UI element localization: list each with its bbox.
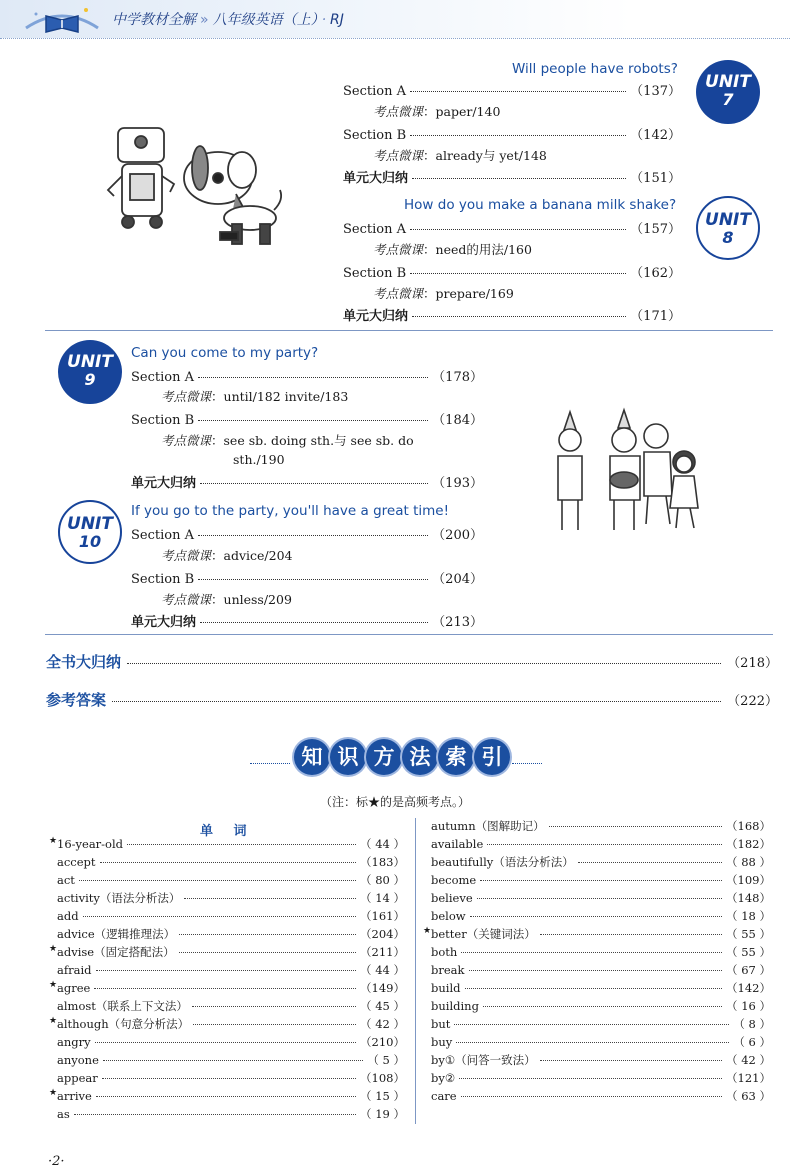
leader-dots — [412, 316, 626, 317]
answer-key-row[interactable] — [46, 689, 778, 710]
index-page: （ 55 ） — [726, 945, 771, 959]
index-entry[interactable] — [57, 854, 405, 872]
robot-dog-icon — [184, 146, 281, 244]
toc-page: （137） — [630, 84, 681, 99]
book-logo-icon — [22, 2, 102, 36]
leader-dots — [179, 952, 356, 953]
index-word: appear — [57, 1071, 98, 1085]
index-word: beautifully（语法分析法） — [431, 855, 574, 869]
index-page: （ 19 ） — [360, 1107, 405, 1121]
cake-icon — [610, 472, 638, 488]
index-page: （ 55 ） — [726, 927, 771, 941]
leader-dots — [549, 826, 722, 827]
unit-label: UNIT — [705, 72, 751, 92]
unit-8-section-b[interactable] — [343, 262, 681, 281]
index-page: （ 67 ） — [726, 963, 771, 977]
leader-dots — [200, 622, 428, 623]
leader-dots — [578, 862, 722, 863]
leader-dots — [412, 178, 626, 179]
index-word: become — [431, 873, 477, 887]
section-divider — [45, 634, 773, 635]
banner-char: 方 — [366, 739, 402, 775]
note-tag: 考点微课 — [373, 148, 424, 163]
unit-8-note-2 — [373, 284, 514, 302]
index-entry[interactable] — [431, 1052, 771, 1070]
leader-dots — [470, 916, 722, 917]
index-entry[interactable] — [431, 1016, 771, 1034]
leader-dots — [100, 862, 357, 863]
leader-dots — [102, 1078, 356, 1079]
toc-page: （200） — [432, 528, 483, 543]
toc-label: Section A — [131, 370, 194, 385]
leader-dots — [410, 273, 626, 274]
party-hat-icon — [618, 410, 630, 428]
banner-char: 索 — [438, 739, 474, 775]
toc-label: 全书大归纳 — [46, 653, 122, 671]
index-word: available — [431, 837, 484, 851]
banner-char: 法 — [402, 739, 438, 775]
leader-dots — [477, 898, 722, 899]
index-page: （ 5 ） — [367, 1053, 405, 1067]
index-word: almost（联系上下文法） — [57, 999, 188, 1013]
index-word: break — [431, 963, 465, 977]
unit-10-badge — [58, 500, 122, 564]
banner-char: 知 — [294, 739, 330, 775]
star-icon: ★ — [423, 926, 432, 936]
note-text: ：prepare/169 — [423, 286, 514, 301]
index-page: （ 63 ） — [726, 1089, 771, 1103]
leader-dots — [461, 1096, 722, 1097]
unit-label: UNIT — [705, 210, 751, 230]
banner-dotline — [250, 763, 290, 764]
toc-page: （184） — [432, 413, 483, 428]
leader-dots — [410, 135, 626, 136]
toc-label: 参考答案 — [46, 691, 107, 709]
unit-10-summary[interactable] — [131, 611, 483, 630]
index-page: （161） — [360, 909, 405, 923]
leader-dots — [83, 916, 356, 917]
index-entry[interactable] — [431, 854, 771, 872]
index-word: although（句意分析法） — [57, 1017, 190, 1031]
note-text: ：already与 yet/148 — [423, 148, 547, 163]
index-word: building — [431, 999, 479, 1013]
section-divider — [45, 330, 773, 331]
unit-8-section-a[interactable] — [343, 218, 681, 237]
unit-number: 9 — [84, 370, 96, 389]
index-page: （ 88 ） — [726, 855, 771, 869]
index-column-divider — [415, 818, 416, 1124]
leader-dots — [127, 844, 356, 845]
leader-dots — [79, 880, 356, 881]
star-icon: ★ — [49, 1016, 58, 1026]
leader-dots — [465, 988, 723, 989]
index-page: （182） — [726, 837, 771, 851]
index-page: （ 42 ） — [726, 1053, 771, 1067]
leader-dots — [103, 1060, 363, 1061]
unit-8-title: How do you make a banana milk shake? — [404, 197, 677, 213]
toc-page: （218） — [727, 656, 778, 671]
index-entry[interactable] — [57, 908, 405, 926]
index-word: angry — [57, 1035, 91, 1049]
note-tag: 考点微课 — [161, 548, 212, 563]
book-summary-row[interactable] — [46, 651, 778, 672]
header-title — [112, 9, 344, 29]
index-entry[interactable] — [49, 980, 405, 998]
index-page: （109） — [726, 873, 771, 887]
toc-label: 单元大归纳 — [343, 171, 409, 186]
index-word: arrive — [57, 1089, 92, 1103]
index-entry[interactable] — [57, 1070, 405, 1088]
index-entry[interactable] — [57, 962, 405, 980]
note-tag: 考点微课 — [161, 389, 212, 404]
unit-7-title: Will people have robots? — [512, 61, 678, 77]
index-word: 16-year-old — [57, 837, 124, 851]
star-note: （注：标★的是高频考点。） — [319, 795, 470, 809]
party-hat-icon — [564, 412, 576, 430]
toc-label: Section A — [343, 84, 406, 99]
index-word: afraid — [57, 963, 92, 977]
index-word: activity（语法分析法） — [57, 891, 181, 905]
toc-label: Section B — [343, 266, 407, 281]
leader-dots — [456, 1042, 729, 1043]
unit-number: 7 — [722, 90, 734, 109]
index-page: （ 15 ） — [360, 1089, 405, 1103]
unit-9-note-1 — [161, 387, 348, 405]
index-entry[interactable] — [431, 818, 771, 836]
index-entry[interactable] — [49, 1088, 405, 1106]
book-name: 八年级英语（上） — [212, 12, 318, 28]
note-text: ：unless/209 — [211, 592, 292, 607]
note-text: ：see sb. doing sth.与 see sb. do — [211, 433, 414, 448]
toc-page: （162） — [630, 266, 681, 281]
leader-dots — [540, 1060, 722, 1061]
leader-dots — [198, 535, 428, 536]
toc-page: （193） — [432, 476, 483, 491]
toc-page: （213） — [432, 615, 483, 630]
toc-page: （151） — [630, 171, 681, 186]
index-entry[interactable] — [431, 944, 771, 962]
index-page: （ 16 ） — [726, 999, 771, 1013]
toc-page: （204） — [432, 572, 483, 587]
unit-9-title: Can you come to my party? — [131, 345, 319, 361]
index-word: add — [57, 909, 79, 923]
index-page: （ 44 ） — [360, 963, 405, 977]
leader-dots — [461, 952, 722, 953]
unit-7-badge — [696, 60, 760, 124]
index-word: below — [431, 909, 466, 923]
index-page: （168） — [726, 819, 771, 833]
index-entry[interactable] — [431, 890, 771, 908]
index-entry[interactable] — [57, 872, 405, 890]
index-word: by② — [431, 1071, 456, 1085]
unit-9-section-b[interactable] — [131, 409, 483, 428]
index-word: but — [431, 1017, 451, 1031]
unit-10-note-2 — [161, 590, 292, 608]
unit-number: 8 — [722, 228, 734, 247]
index-page: （ 14 ） — [360, 891, 405, 905]
leader-dots — [74, 1114, 356, 1115]
note-tag: 考点微课 — [161, 433, 212, 448]
leader-dots — [179, 934, 356, 935]
index-page: （ 42 ） — [360, 1017, 405, 1031]
index-word: build — [431, 981, 461, 995]
page-number: ·2· — [48, 1154, 65, 1169]
index-page: （211） — [360, 945, 405, 959]
leader-dots — [410, 229, 626, 230]
series-name: 中学教材全解 — [112, 12, 196, 28]
index-word: buy — [431, 1035, 453, 1049]
index-left-column — [49, 836, 405, 1126]
unit-9-note-2 — [161, 431, 414, 449]
index-word: anyone — [57, 1053, 99, 1067]
toc-label: Section B — [131, 413, 195, 428]
unit-number: 10 — [78, 532, 102, 551]
leader-dots — [480, 880, 722, 881]
edition: RJ — [330, 12, 344, 28]
index-page: （ 80 ） — [360, 873, 405, 887]
note-tag: 考点微课 — [161, 592, 212, 607]
index-entry[interactable] — [431, 872, 771, 890]
note-text: ：need的用法/160 — [423, 242, 532, 257]
index-right-column — [423, 818, 771, 1118]
index-word: as — [57, 1107, 70, 1121]
index-page: （204） — [360, 927, 405, 941]
unit-9-note-2-continued: sth./190 — [233, 452, 285, 467]
leader-dots — [200, 483, 428, 484]
toc-label: 单元大归纳 — [131, 615, 197, 630]
party-kids-illustration — [548, 400, 718, 540]
index-entry[interactable] — [57, 1034, 405, 1052]
unit-10-title: If you go to the party, you'll have a great time! — [131, 503, 449, 519]
unit-10-note-1 — [161, 546, 293, 564]
unit-7-note-2 — [373, 146, 547, 164]
leader-dots — [540, 934, 722, 935]
index-entry[interactable] — [57, 890, 405, 908]
toc-label: 单元大归纳 — [343, 309, 409, 324]
unit-8-badge — [696, 196, 760, 260]
leader-dots — [193, 1024, 356, 1025]
leader-dots — [184, 898, 356, 899]
leader-dots — [410, 91, 626, 92]
toc-label: Section A — [131, 528, 194, 543]
toc-label: Section A — [343, 222, 406, 237]
index-page: （ 8 ） — [733, 1017, 771, 1031]
leader-dots — [454, 1024, 729, 1025]
leader-dots — [198, 420, 428, 421]
index-entry[interactable] — [431, 998, 771, 1016]
unit-10-section-a[interactable] — [131, 524, 483, 543]
leader-dots — [95, 1042, 356, 1043]
index-word: by①（问答一致法） — [431, 1053, 536, 1067]
toc-page: （178） — [432, 370, 483, 385]
unit-label: UNIT — [67, 514, 113, 534]
note-tag: 考点微课 — [373, 242, 424, 257]
index-word: care — [431, 1089, 457, 1103]
index-entry[interactable] — [423, 926, 771, 944]
leader-dots — [469, 970, 723, 971]
index-page: （149） — [360, 981, 405, 995]
index-word: advise（固定搭配法） — [57, 945, 175, 959]
leader-dots — [459, 1078, 722, 1079]
note-tag: 考点微课 — [373, 104, 424, 119]
unit-7-section-b[interactable] — [343, 124, 681, 143]
index-page: （ 18 ） — [726, 909, 771, 923]
index-word: autumn（图解助记） — [431, 819, 545, 833]
star-icon: ★ — [49, 980, 58, 990]
index-entry[interactable] — [49, 1016, 405, 1034]
note-text: ：until/182 invite/183 — [211, 389, 349, 404]
index-page: （183） — [360, 855, 405, 869]
index-entry[interactable] — [57, 926, 405, 944]
header-separator: · — [321, 12, 327, 28]
unit-7-summary[interactable] — [343, 167, 681, 186]
leader-dots — [198, 377, 428, 378]
index-entry[interactable] — [57, 1106, 405, 1124]
unit-8-note-1 — [373, 240, 532, 258]
index-entry[interactable] — [57, 1052, 405, 1070]
index-entry[interactable] — [431, 962, 771, 980]
unit-10-section-b[interactable] — [131, 568, 483, 587]
index-page: （108） — [360, 1071, 405, 1085]
star-icon: ★ — [49, 836, 58, 846]
leader-dots — [94, 988, 356, 989]
unit-label: UNIT — [67, 352, 113, 372]
index-page: （121） — [726, 1071, 771, 1085]
unit-7-section-a[interactable] — [343, 80, 681, 99]
index-page: （148） — [726, 891, 771, 905]
index-heading: 单 词 — [200, 824, 255, 839]
unit-8-summary[interactable] — [343, 305, 681, 324]
toc-label: Section B — [131, 572, 195, 587]
index-entry[interactable] — [431, 980, 771, 998]
toc-page: （222） — [727, 694, 778, 709]
star-icon: ★ — [49, 944, 58, 954]
leader-dots — [127, 663, 721, 664]
unit-9-section-a[interactable] — [131, 366, 483, 385]
index-word: agree — [57, 981, 91, 995]
index-entry[interactable] — [57, 998, 405, 1016]
index-entry[interactable] — [49, 836, 405, 854]
note-tag: 考点微课 — [373, 286, 424, 301]
index-word: act — [57, 873, 75, 887]
unit-9-summary[interactable] — [131, 472, 483, 491]
leader-dots — [198, 579, 428, 580]
toc-label: Section B — [343, 128, 407, 143]
toc-page: （171） — [630, 309, 681, 324]
index-entry[interactable] — [49, 944, 405, 962]
index-word: both — [431, 945, 458, 959]
note-text: ：paper/140 — [423, 104, 501, 119]
leader-dots — [96, 1096, 356, 1097]
index-entry[interactable] — [431, 836, 771, 854]
leader-dots — [483, 1006, 722, 1007]
index-entry[interactable] — [431, 1034, 771, 1052]
index-page: （ 45 ） — [360, 999, 405, 1013]
leader-dots — [112, 701, 721, 702]
robot-and-dog-illustration — [100, 120, 290, 260]
leader-dots — [192, 1006, 356, 1007]
header-arrow-icon: » — [200, 12, 209, 28]
index-word: accept — [57, 855, 96, 869]
index-word: advice（逻辑推理法） — [57, 927, 176, 941]
index-banner — [250, 737, 550, 779]
index-entry[interactable] — [431, 1070, 771, 1088]
index-entry[interactable] — [431, 1088, 771, 1106]
unit-9-badge — [58, 340, 122, 404]
header-rule — [0, 38, 790, 39]
toc-label: 单元大归纳 — [131, 476, 197, 491]
unit-7-note-1 — [373, 102, 500, 120]
index-word: believe — [431, 891, 473, 905]
leader-dots — [96, 970, 357, 971]
banner-dotline — [512, 763, 542, 764]
index-page: （ 6 ） — [733, 1035, 771, 1049]
toc-page: （142） — [630, 128, 681, 143]
leader-dots — [487, 844, 722, 845]
toc-page: （157） — [630, 222, 681, 237]
index-page: （210） — [360, 1035, 405, 1049]
index-entry[interactable] — [431, 908, 771, 926]
banner-char: 识 — [330, 739, 366, 775]
robot-icon — [108, 128, 174, 228]
star-icon: ★ — [49, 1088, 58, 1098]
index-page: （142） — [726, 981, 771, 995]
note-text: ：advice/204 — [211, 548, 293, 563]
banner-char: 引 — [474, 739, 510, 775]
index-word: better（关键词法） — [431, 927, 536, 941]
index-page: （ 44 ） — [360, 837, 405, 851]
page-header — [0, 0, 790, 44]
